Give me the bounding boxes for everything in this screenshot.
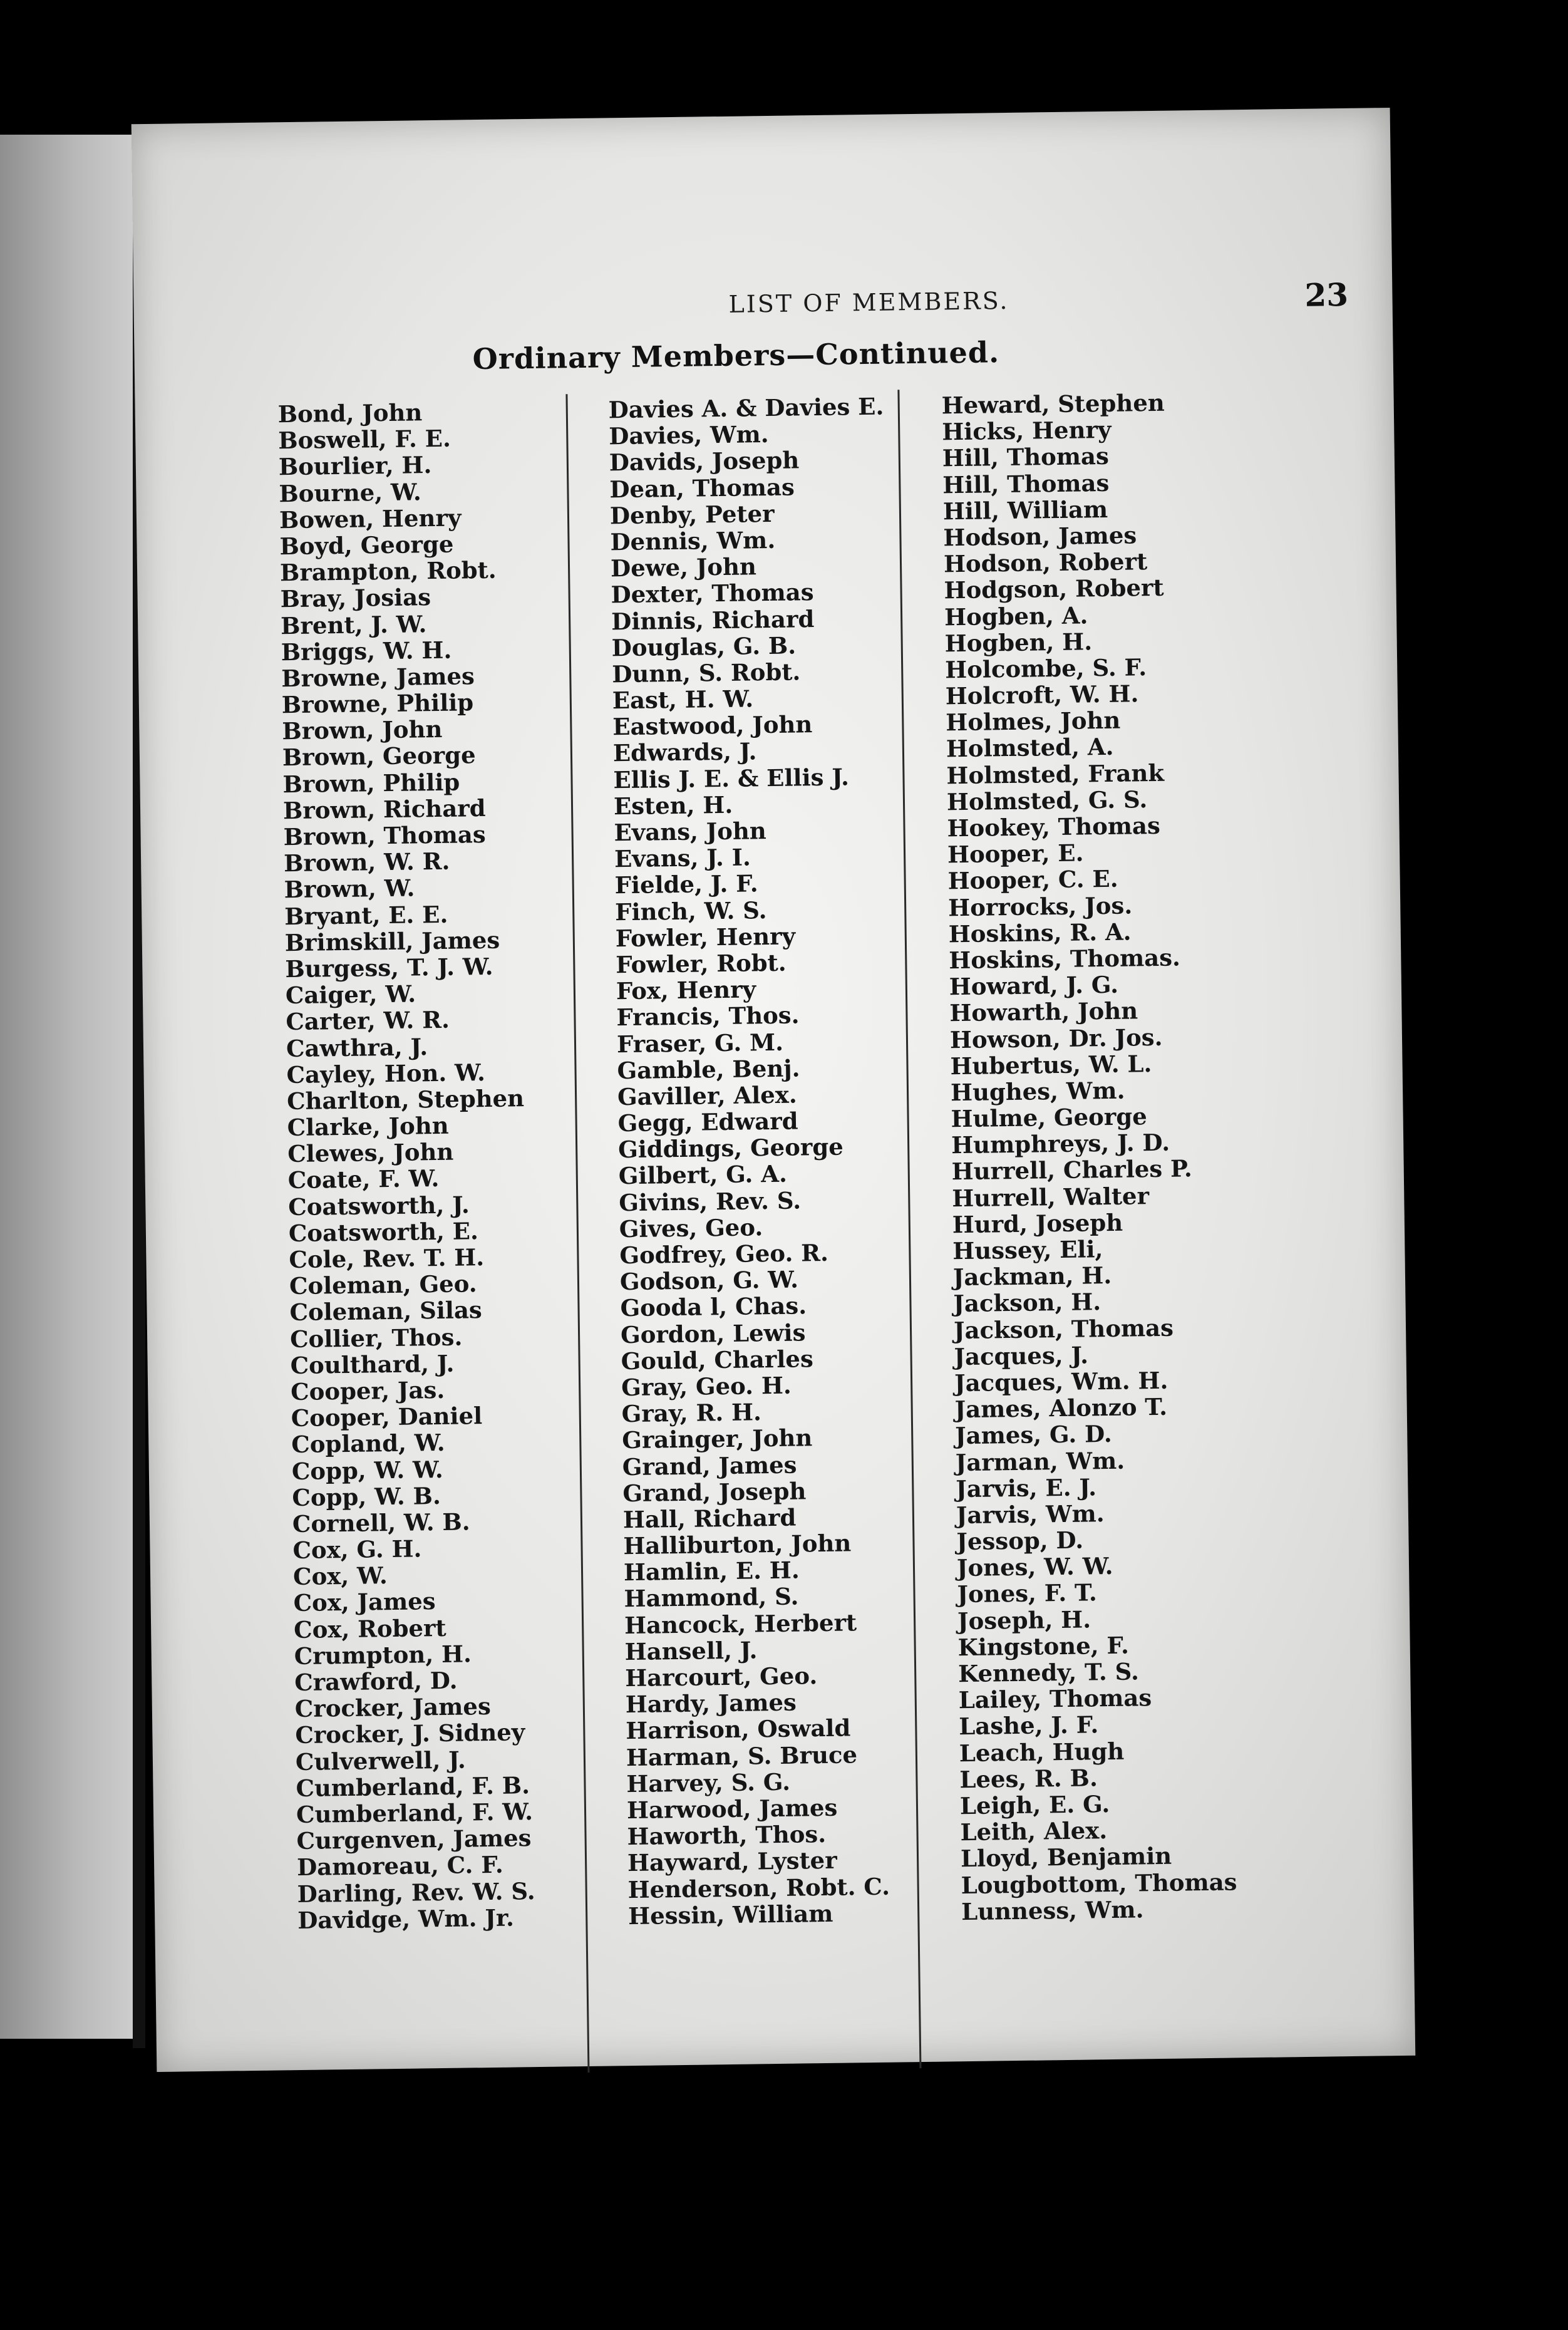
member-entry: Harman, S. Bruce xyxy=(626,1740,858,1771)
member-entry: Culverwell, J. xyxy=(295,1746,466,1776)
member-entry: Copp, W. B. xyxy=(292,1481,441,1511)
member-entry: Harrison, Oswald xyxy=(626,1714,851,1745)
member-entry: Howarth, John xyxy=(949,997,1138,1027)
member-entry: Jones, W. W. xyxy=(956,1552,1113,1582)
member-entry: Hodson, James xyxy=(943,521,1137,552)
member-entry: Kingstone, F. xyxy=(957,1631,1130,1662)
member-entry: Gordon, Lewis xyxy=(620,1318,806,1349)
page-header xyxy=(584,276,1399,324)
member-entry: Lougbottom, Thomas xyxy=(961,1867,1237,1899)
member-entry: Evans, John xyxy=(614,817,767,847)
member-entry: Howson, Dr. Jos. xyxy=(949,1023,1163,1054)
member-entry: Lashe, J. F. xyxy=(959,1711,1099,1741)
member-entry: Jones, F. T. xyxy=(957,1578,1098,1608)
member-entry: Hoskins, R. A. xyxy=(948,918,1132,948)
member-entry: Davies, Wm. xyxy=(609,420,769,450)
member-entry: Joseph, H. xyxy=(957,1605,1091,1635)
member-entry: James, G. D. xyxy=(954,1420,1112,1450)
member-entry: Denby, Peter xyxy=(609,499,775,530)
member-entry: Darling, Rev. W. S. xyxy=(297,1877,535,1908)
member-entry: Halliburton, John xyxy=(623,1529,852,1560)
member-entry: Coatsworth, J. xyxy=(288,1190,470,1221)
section-title: Ordinary Members—Continued. xyxy=(472,335,1000,376)
member-entry: Hicks, Henry xyxy=(941,416,1112,446)
member-entry: Hogben, H. xyxy=(944,627,1093,658)
member-entry: Bowen, Henry xyxy=(279,504,462,534)
member-entry: Givins, Rev. S. xyxy=(619,1186,802,1216)
member-entry: Evans, J. I. xyxy=(614,843,751,873)
member-entry: Leach, Hugh xyxy=(959,1737,1125,1767)
member-entry: Horrocks, Jos. xyxy=(947,891,1133,921)
member-entry: Gould, Charles xyxy=(621,1344,814,1375)
member-entry: Bourne, W. xyxy=(279,477,421,507)
member-entry: Hurd, Joseph xyxy=(952,1208,1123,1239)
member-entry: Hammond, S. xyxy=(624,1582,799,1613)
member-entry: Gooda l, Chas. xyxy=(620,1292,807,1322)
member-entry: Leith, Alex. xyxy=(960,1816,1108,1846)
page-number: 23 xyxy=(1304,276,1349,314)
member-entry: Hookey, Thomas xyxy=(947,811,1161,842)
member-entry: Holcombe, S. F. xyxy=(944,653,1147,684)
member-entry: Davids, Joseph xyxy=(609,446,800,477)
member-entry: Hussey, Eli, xyxy=(952,1235,1103,1265)
member-entry: Coatsworth, E. xyxy=(288,1217,479,1247)
member-entry: Brown, W. xyxy=(284,874,415,904)
member-entry: Browne, Philip xyxy=(281,688,474,719)
member-entry: Godson, G. W. xyxy=(619,1265,799,1296)
member-entry: Edwards, J. xyxy=(612,737,757,767)
member-entry: Brown, John xyxy=(282,715,443,745)
member-entry: Brown, Philip xyxy=(282,768,460,798)
member-entry: Hancock, Herbert xyxy=(624,1608,857,1639)
member-entry: Dunn, S. Robt. xyxy=(612,658,801,688)
member-entry: Hodgson, Robert xyxy=(944,574,1164,604)
member-entry: Hansell, J. xyxy=(624,1636,758,1665)
member-entry: Gilbert, G. A. xyxy=(618,1160,788,1190)
member-entry: Lailey, Thomas xyxy=(958,1684,1152,1714)
previous-page-edge xyxy=(0,135,139,2039)
member-entry: Clarke, John xyxy=(287,1111,449,1142)
member-entry: Crawford, D. xyxy=(294,1666,458,1697)
member-entry: Godfrey, Geo. R. xyxy=(619,1238,829,1270)
member-entry: James, Alonzo T. xyxy=(954,1392,1168,1424)
member-entry: Collier, Thos. xyxy=(289,1323,463,1353)
member-entry: Gray, R. H. xyxy=(621,1398,762,1428)
member-entry: Lunness, Wm. xyxy=(961,1895,1144,1925)
member-entry: Harcourt, Geo. xyxy=(624,1662,818,1692)
member-entry: Dennis, Wm. xyxy=(610,526,776,556)
member-entry: Fox, Henry xyxy=(616,975,756,1005)
member-entry: Cumberland, F. W. xyxy=(296,1798,534,1829)
member-entry: Jacques, J. xyxy=(954,1341,1089,1371)
member-entry: Harwood, James xyxy=(626,1793,838,1825)
member-entry: Charlton, Stephen xyxy=(286,1084,525,1116)
member-entry: Brampton, Robt. xyxy=(279,556,497,587)
member-entry: Hall, Richard xyxy=(622,1503,797,1534)
member-column-1 xyxy=(278,396,651,2092)
member-entry: Cumberland, F. B. xyxy=(296,1771,530,1802)
member-entry: Jackson, Thomas xyxy=(953,1313,1174,1344)
member-entry: Coate, F. W. xyxy=(287,1164,440,1194)
member-entry: Finch, W. S. xyxy=(614,896,767,926)
member-entry: Fraser, G. M. xyxy=(616,1028,784,1058)
member-entry: Gray, Geo. H. xyxy=(621,1371,792,1402)
member-entry: Bryant, E. E. xyxy=(284,900,448,930)
member-entry: Clewes, John xyxy=(287,1137,454,1168)
member-entry: Copp, W. W. xyxy=(291,1455,444,1485)
member-entry: Henderson, Robt. C. xyxy=(627,1872,890,1903)
member-entry: Cole, Rev. T. H. xyxy=(289,1243,485,1274)
member-entry: Brown, W. R. xyxy=(283,847,450,878)
member-entry: Leigh, E. G. xyxy=(959,1790,1110,1820)
member-entry: Hooper, C. E. xyxy=(947,865,1118,895)
member-entry: Gegg, Edward xyxy=(617,1107,798,1137)
member-entry: Hogben, A. xyxy=(944,601,1088,631)
member-entry: Cayley, Hon. W. xyxy=(286,1058,486,1089)
member-entry: Copland, W. xyxy=(291,1429,445,1459)
member-entry: Dewe, John xyxy=(610,552,757,582)
member-entry: Brown, Richard xyxy=(282,794,486,825)
member-entry: Hardy, James xyxy=(625,1688,797,1719)
member-entry: Jackman, H. xyxy=(952,1261,1112,1292)
member-entry: Damoreau, C. F. xyxy=(296,1851,504,1882)
member-entry: Heward, Stephen xyxy=(941,388,1165,420)
member-entry: Davidge, Wm. Jr. xyxy=(297,1903,515,1934)
member-entry: Jessop, D. xyxy=(956,1526,1084,1556)
member-entry: Crumpton, H. xyxy=(294,1640,472,1670)
member-entry: Cornell, W. B. xyxy=(292,1508,470,1538)
member-entry: Hill, Thomas xyxy=(942,442,1110,472)
member-entry: Gives, Geo. xyxy=(619,1213,763,1243)
member-entry: Brown, George xyxy=(282,741,476,772)
member-entry: Coulthard, J. xyxy=(290,1349,455,1379)
member-entry: Carter, W. R. xyxy=(286,1006,450,1036)
member-entry: Boyd, George xyxy=(279,530,454,561)
running-head: LIST OF MEMBERS. xyxy=(728,286,1009,318)
member-entry: Hodson, Robert xyxy=(943,547,1148,578)
member-entry: Cox, James xyxy=(293,1587,436,1617)
member-entry: Coleman, Geo. xyxy=(289,1270,477,1300)
member-entry: Eastwood, John xyxy=(612,710,813,741)
member-entry: Cawthra, J. xyxy=(286,1032,428,1062)
member-entry: Coleman, Silas xyxy=(289,1296,483,1327)
member-entry: Burgess, T. J. W. xyxy=(285,952,493,983)
member-entry: Bourlier, H. xyxy=(278,451,432,481)
member-entry: Bond, John xyxy=(277,398,423,428)
member-entry: Hill, William xyxy=(942,495,1108,526)
member-entry: Hulme, George xyxy=(951,1102,1147,1133)
member-entry: Brimskill, James xyxy=(284,926,500,956)
member-entry: Dean, Thomas xyxy=(609,473,795,503)
member-entry: Dexter, Thomas xyxy=(611,578,814,609)
member-entry: Cox, Robert xyxy=(293,1613,446,1644)
member-entry: Fowler, Robt. xyxy=(616,948,787,979)
member-entry: Hubertus, W. L. xyxy=(950,1049,1152,1080)
member-column-3 xyxy=(941,388,1314,2083)
member-entry: Haworth, Thos. xyxy=(627,1820,827,1851)
member-entry: Hooper, E. xyxy=(947,839,1084,869)
member-entry: Esten, H. xyxy=(613,790,733,821)
member-entry: Hurrell, Walter xyxy=(951,1181,1150,1212)
member-entry: Cox, W. xyxy=(292,1561,388,1591)
member-entry: Lees, R. B. xyxy=(959,1764,1098,1793)
member-entry: Hill, Thomas xyxy=(942,469,1110,499)
member-entry: Briggs, W. H. xyxy=(281,636,452,666)
member-entry: Jackson, H. xyxy=(953,1288,1101,1318)
member-entry: Dinnis, Richard xyxy=(611,604,815,635)
member-entry: Grainger, John xyxy=(622,1424,813,1454)
member-entry: Crocker, J. Sidney xyxy=(295,1718,525,1749)
member-entry: Bray, Josias xyxy=(280,583,431,613)
member-entry: Hessin, William xyxy=(627,1899,833,1930)
member-entry: Browne, James xyxy=(281,662,475,693)
member-entry: Hurrell, Charles P. xyxy=(951,1154,1192,1186)
member-entry: Jarvis, Wm. xyxy=(956,1499,1105,1530)
member-entry: Holmsted, Frank xyxy=(946,759,1165,789)
member-entry: Gamble, Benj. xyxy=(617,1054,800,1084)
member-entry: Davies A. & Davies E. xyxy=(608,392,884,424)
member-entry: Holmes, John xyxy=(946,706,1121,737)
member-entry: Cooper, Jas. xyxy=(290,1375,445,1406)
member-entry: Holmsted, G. S. xyxy=(946,785,1148,816)
member-entry: Grand, Joseph xyxy=(622,1477,807,1507)
member-entry: Hughes, Wm. xyxy=(950,1076,1125,1107)
member-entry: Kennedy, T. S. xyxy=(957,1657,1140,1688)
member-entry: Howard, J. G. xyxy=(949,970,1119,1001)
member-entry: Jacques, Wm. H. xyxy=(954,1366,1168,1397)
member-entry: Francis, Thos. xyxy=(616,1001,800,1032)
member-column-2 xyxy=(608,392,981,2088)
member-entry: Crocker, James xyxy=(294,1692,492,1723)
document-page xyxy=(132,108,1416,2072)
member-entry: Holcroft, W. H. xyxy=(945,680,1139,710)
member-entry: Brown, Thomas xyxy=(283,820,486,851)
member-entry: Gaviller, Alex. xyxy=(617,1080,797,1111)
member-entry: Boswell, F. E. xyxy=(278,424,451,455)
member-entry: Cooper, Daniel xyxy=(291,1402,483,1432)
member-entry: Hayward, Lyster xyxy=(627,1846,837,1877)
member-entry: Giddings, George xyxy=(617,1132,844,1164)
member-entry: Holmsted, A. xyxy=(946,733,1114,763)
member-entry: Hamlin, E. H. xyxy=(623,1556,800,1587)
member-entry: Fowler, Henry xyxy=(615,922,796,953)
member-entry: Jarman, Wm. xyxy=(955,1446,1125,1476)
member-entry: Grand, James xyxy=(622,1451,797,1481)
member-entry: East, H. W. xyxy=(612,685,754,715)
member-entry: Caiger, W. xyxy=(285,980,416,1010)
member-entry: Hoskins, Thomas. xyxy=(949,943,1181,975)
member-entry: Douglas, G. B. xyxy=(611,631,797,662)
member-entry: Curgenven, James xyxy=(296,1824,532,1855)
member-entry: Fielde, J. F. xyxy=(614,869,758,899)
member-entry: Lloyd, Benjamin xyxy=(960,1842,1172,1873)
member-entry: Humphreys, J. D. xyxy=(951,1128,1170,1159)
member-entry: Harvey, S. G. xyxy=(626,1768,791,1798)
member-entry: Brent, J. W. xyxy=(280,609,427,639)
member-entry: Ellis J. E. & Ellis J. xyxy=(613,763,850,794)
member-entry: Jarvis, E. J. xyxy=(956,1473,1097,1503)
member-entry: Cox, G. H. xyxy=(292,1535,422,1565)
